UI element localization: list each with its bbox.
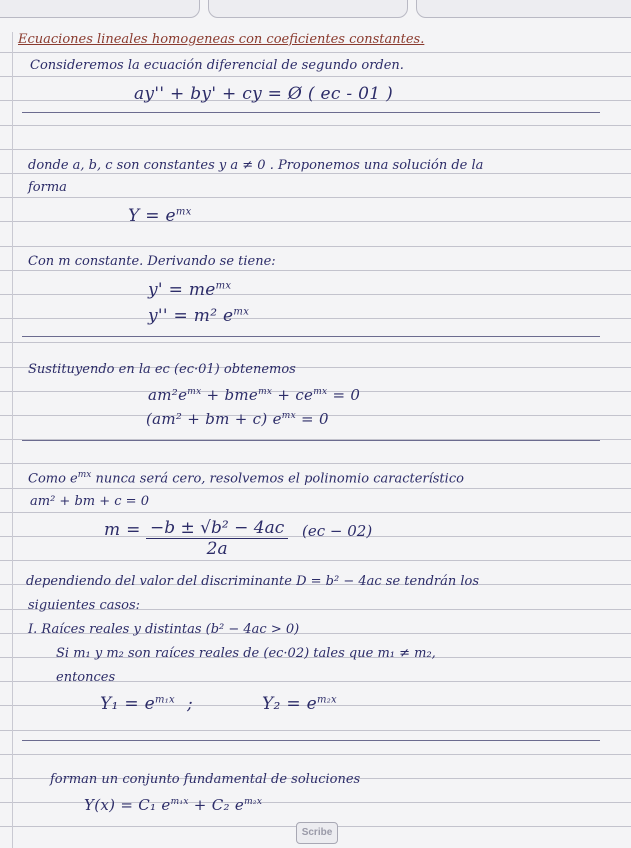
sol-exp-1: m₁x [170, 797, 189, 807]
y1-exponent: m₁x [154, 694, 175, 706]
separator-3 [22, 440, 600, 441]
page-tab-left [0, 0, 200, 18]
equation-second-derivative [148, 306, 249, 326]
equation-ec01: ay'' + by' + cy = Ø ( ec - 01 ) [134, 84, 394, 104]
eq2-base: Y = e [128, 206, 176, 226]
eq3-exponent: mx [215, 280, 232, 292]
ruled-line [0, 125, 631, 126]
ruled-line [0, 730, 631, 731]
eq5-term-b: + bme [201, 386, 259, 404]
ruled-line [0, 463, 631, 464]
equation-y2 [262, 694, 337, 714]
ruled-line [0, 512, 631, 513]
ruled-line [0, 270, 631, 271]
ruled-line [0, 149, 631, 150]
como-e-exponent: mx [77, 470, 92, 480]
eq6-base: (am² + bm + c) e [146, 410, 282, 428]
case-heading: I. Raíces reales y distintas (b² − 4ac > 0) [28, 622, 300, 637]
text-line-6-rest: nunca será cero, resolvemos el polinomio característico [91, 471, 464, 487]
eq5-exp-c: mx [313, 387, 328, 397]
equation-proposed-solution [128, 206, 192, 226]
quadratic-lhs: m = [104, 520, 141, 540]
left-margin-line [12, 32, 13, 848]
eq3-base: y' = me [148, 280, 216, 300]
sol-term-2: + C₂ e [188, 796, 245, 814]
eq5-exp-b: mx [258, 387, 273, 397]
page-tab-right [416, 0, 631, 18]
ruled-line [0, 76, 631, 77]
eq6-rhs: = 0 [295, 410, 329, 428]
page-tab-middle [208, 0, 408, 18]
equation-substitution [148, 386, 360, 404]
text-line-12: entonces [56, 670, 116, 685]
ruled-line [0, 197, 631, 198]
ruled-line [0, 754, 631, 755]
text-line-2: donde a, b, c son constantes y a ≠ 0 . Proponemos una solución de la [28, 158, 484, 173]
characteristic-polynomial: am² + bm + c = 0 [30, 494, 149, 509]
equation-y1 [100, 694, 193, 714]
eq4-exponent: mx [233, 306, 250, 318]
ruled-line [0, 221, 631, 222]
ruled-line [0, 246, 631, 247]
quadratic-denominator: 2a [206, 539, 228, 559]
text-line-5: Sustituyendo en la ec (ec·01) obtenemos [28, 362, 296, 377]
eq5-rhs: = 0 [327, 386, 361, 404]
scribe-logo: Scribe [296, 822, 338, 844]
text-line-1: Consideremos la ecuación diferencial de segundo orden. [30, 58, 404, 73]
ruled-line [0, 342, 631, 343]
separator-2 [22, 336, 600, 337]
text-line-3: forma [28, 180, 67, 195]
text-line-6 [28, 470, 464, 486]
ruled-line [0, 173, 631, 174]
text-line-8: dependiendo del valor del discriminante D = b² − 4ac se tendrán los [26, 574, 480, 589]
eq5-term-c: + ce [272, 386, 314, 404]
sol-exp-2: m₂x [244, 797, 263, 807]
como-e-text: Como e [28, 471, 78, 487]
eq2-exponent: mx [175, 206, 192, 218]
y-separator: ; [186, 694, 194, 714]
separator-1 [22, 112, 600, 113]
equation-first-derivative [148, 280, 231, 300]
y2-base: Y₂ = e [262, 694, 317, 714]
y1-base: Y₁ = e [100, 694, 155, 714]
ruled-line [0, 52, 631, 53]
eq6-exponent: mx [281, 411, 296, 421]
ruled-line [0, 488, 631, 489]
quadratic-formula-fraction [146, 518, 288, 559]
eq5-term-a: am²e [148, 386, 188, 404]
ruled-line [0, 560, 631, 561]
text-line-9: siguientes casos: [28, 598, 141, 613]
eq5-exp-a: mx [187, 387, 202, 397]
text-line-11: Si m₁ y m₂ son raíces reales de (ec·02) tales que m₁ ≠ m₂, [56, 646, 436, 661]
eq4-base: y'' = m² e [148, 306, 234, 326]
equation-ec02-ref: (ec − 02) [302, 522, 373, 540]
equation-general-solution [84, 796, 262, 814]
ruled-line [0, 294, 631, 295]
text-line-13: forman un conjunto fundamental de soluciones [50, 772, 361, 787]
quadratic-numerator: −b ± √b² − 4ac [146, 518, 288, 539]
equation-factored [146, 410, 329, 428]
ruled-line [0, 318, 631, 319]
text-line-4: Con m constante. Derivando se tiene: [28, 254, 276, 269]
separator-4 [22, 740, 600, 741]
y2-exponent: m₂x [316, 694, 337, 706]
sol-term-1: Y(x) = C₁ e [84, 796, 171, 814]
page-title: Ecuaciones lineales homogeneas con coeficientes constantes. [18, 32, 425, 47]
